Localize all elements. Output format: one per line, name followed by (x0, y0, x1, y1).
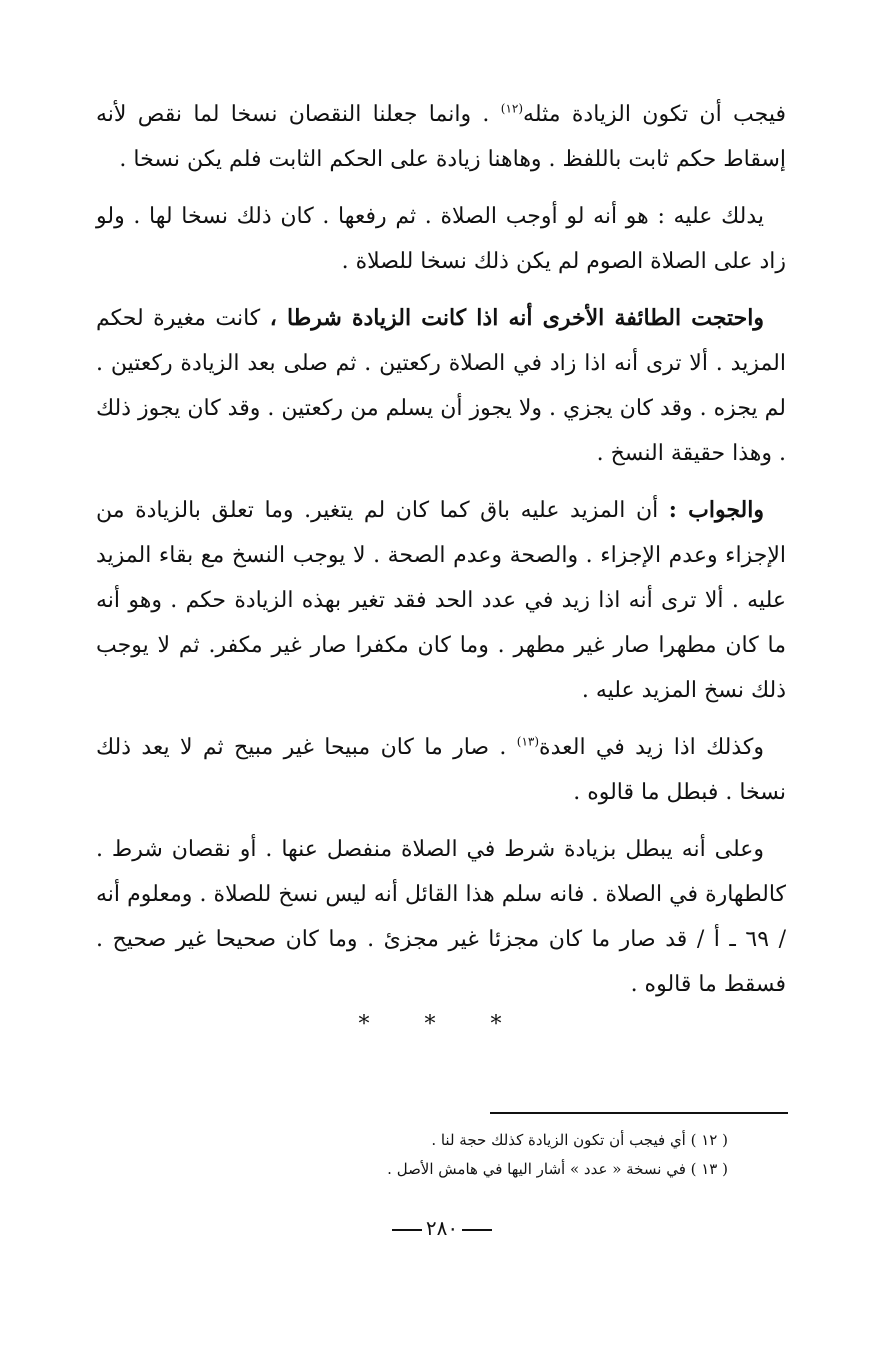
paragraph-3-lead: واحتجت الطائفة الأخرى أنه اذا كانت الزيادة شرطا ، (269, 305, 764, 331)
paragraph-4-lead: والجواب : (668, 497, 764, 523)
paragraph-2 (96, 194, 786, 284)
paragraph-6 (96, 827, 786, 1007)
footnote-ref-13: (١٣) (516, 734, 540, 749)
main-text (96, 92, 786, 1019)
footnote-13: ( ١٣ ) في نسخة « عدد » أشار اليها في هامش الأصل . (387, 1160, 728, 1178)
section-separator: * * * (358, 1012, 526, 1037)
page-number-dash-right (462, 1229, 492, 1231)
paragraph-5-text-b: . صار ما كان مبيحا غير مبيح ثم لا يعد ذلك نسخا . فبطل ما قالوه . (96, 735, 786, 805)
paragraph-3 (96, 296, 786, 476)
page-number (0, 1216, 884, 1240)
page-number-value: ٢٨٠ (425, 1216, 459, 1240)
footnote-divider (490, 1112, 788, 1114)
paragraph-5 (96, 725, 786, 815)
footnotes (300, 1126, 728, 1184)
footnote-ref-12: (١٢) (500, 101, 524, 116)
paragraph-6-text: وعلى أنه يبطل بزيادة شرط في الصلاة منفصل عنها . أو نقصان شرط . كالطهارة في الصلاة . فانه سلم هذا القائل أنه ليس نسخ للصلاة . ومعلوم أنه / ٦٩ ـ أ / قد صار ما كان مجزئا غير مجزئ . وما كان صحيحا غير صحيح . فسقط ما قالوه . (96, 837, 786, 997)
paragraph-1-text-a: فيجب أن تكون الزيادة مثله (523, 102, 786, 127)
page-number-dash-left (392, 1229, 422, 1231)
paragraph-3-text: كانت مغيرة لحكم المزيد . ألا ترى أنه اذا زاد في الصلاة ركعتين . ثم صلى بعد الزيادة ركعتين . لم يجزه . وقد كان يجزي . ولا يجوز أن يسلم من ركعتين . وقد كان يجوز ذلك . وهذا حقيقة النسخ . (96, 306, 786, 466)
paragraph-2-text: يدلك عليه : هو أنه لو أوجب الصلاة . ثم رفعها . كان ذلك نسخا لها . ولو زاد على الصلاة الصوم لم يكن ذلك نسخا للصلاة . (96, 204, 786, 274)
paragraph-5-text-a: وكذلك اذا زيد في العدة (539, 735, 764, 760)
paragraph-1-text-b: . وانما جعلنا النقصان نسخا لما نقص لأنه إسقاط حكم ثابت باللفظ . وهاهنا زيادة على الحكم الثابت فلم يكن نسخا . (96, 102, 786, 172)
paragraph-4-text: أن المزيد عليه باق كما كان لم يتغير. وما تعلق بالزيادة من الإجزاء وعدم الإجزاء . والصحة وعدم الصحة . لا يوجب النسخ مع بقاء المزيد عليه . ألا ترى أنه اذا زيد في عدد الحد فقد تغير بهذه الزيادة حكم . وهو أنه ما كان مطهرا صار غير مطهر . وما كان مكفرا صار غير مكفر. ثم لا يوجب ذلك نسخ المزيد عليه . (96, 498, 786, 703)
footnote-12: ( ١٢ ) أي فيجب أن تكون الزيادة كذلك حجة لنا . (431, 1131, 728, 1149)
paragraph-4 (96, 488, 786, 713)
paragraph-1 (96, 92, 786, 182)
